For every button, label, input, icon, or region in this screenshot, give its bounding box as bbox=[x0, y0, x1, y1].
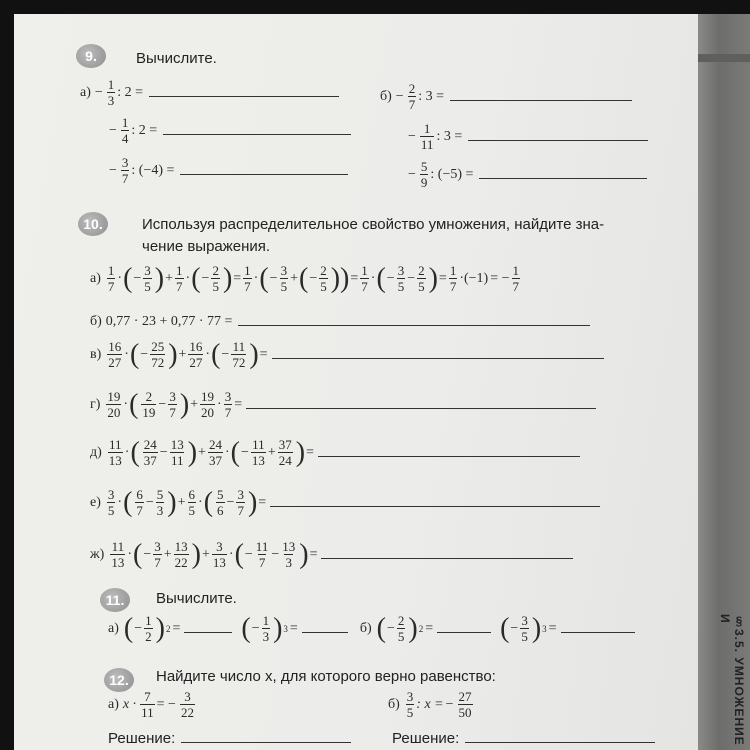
fraction: $\frac{2}{5}$ bbox=[397, 613, 405, 644]
workbook-page bbox=[14, 14, 750, 750]
fraction: $\frac{3}{5}$ bbox=[521, 613, 528, 644]
answer-blank[interactable] bbox=[163, 133, 351, 135]
fraction: $\frac{24}{37}$ bbox=[208, 437, 222, 468]
fraction: $\frac{13}{22}$ bbox=[174, 539, 188, 570]
task-12b-row: б) $\frac{3}{5}$ : x = − $\frac{27}{50}$ bbox=[388, 689, 472, 720]
task-10-badge: 10. bbox=[78, 212, 108, 236]
fraction: $\frac{25}{72}$ bbox=[151, 339, 165, 370]
fraction: $\frac{3}{7}$ bbox=[121, 155, 129, 186]
task-11-row: а) ( − $\frac{1}{2}$ ) 2 = ( − $\frac{1}{3}$ ) 3 = б) ( − $\frac{2}{5}$ ) 2 = ( − $\frac{3}{5}$ ) 3 = bbox=[108, 614, 637, 643]
fraction: $\frac{2}{7}$ bbox=[408, 81, 416, 112]
task-12a-row: а) x · $\frac{7}{11}$ = − $\frac{3}{22}$ bbox=[108, 689, 194, 720]
fraction: $\frac{16}{27}$ bbox=[108, 339, 122, 370]
fraction: $\frac{5}{6}$ bbox=[217, 487, 224, 518]
fraction: $\frac{13}{3}$ bbox=[282, 539, 296, 570]
fraction: $\frac{16}{27}$ bbox=[189, 339, 203, 370]
task-12a-solution: Решение: bbox=[108, 730, 353, 747]
task-9a-row-2: − $\frac{1}{4}$ : 2 = bbox=[109, 116, 353, 145]
task-9b-row-1: б) − $\frac{2}{7}$ : 3 = bbox=[380, 82, 634, 111]
fraction: $\frac{3}{5}$ bbox=[144, 263, 151, 294]
fraction: $\frac{5}{3}$ bbox=[156, 487, 164, 518]
fraction: $\frac{1}{7}$ bbox=[107, 263, 115, 294]
fraction: $\frac{3}{5}$ bbox=[107, 487, 115, 518]
fraction: $\frac{3}{7}$ bbox=[169, 389, 176, 420]
fraction: $\frac{3}{13}$ bbox=[212, 539, 226, 570]
answer-blank[interactable] bbox=[149, 95, 339, 97]
answer-blank[interactable] bbox=[272, 357, 604, 359]
answer-blank[interactable] bbox=[318, 455, 580, 457]
task-10-title-line-1: Используя распределительное свойство умножения, найдите зна- bbox=[142, 216, 605, 233]
task-9b-row-2: − $\frac{1}{11}$ : 3 = bbox=[408, 122, 650, 151]
task-10d-row: д) $\frac{11}{13}$ · ( $\frac{24}{37}$ − $\frac{13}{11}$ ) + $\frac{24}{37}$ · ( − $\frac{11}{13}$ + $\frac{37}{24}$ ) = bbox=[90, 438, 582, 467]
fraction: $\frac{2}{5}$ bbox=[212, 263, 219, 294]
fraction: $\frac{11}{13}$ bbox=[251, 437, 265, 468]
task-9b-row-3: − $\frac{5}{9}$ : (−5) = bbox=[408, 160, 649, 189]
fraction: $\frac{1}{7}$ bbox=[449, 263, 457, 294]
task-11-badge: 11. bbox=[100, 588, 130, 612]
answer-blank[interactable] bbox=[468, 139, 648, 141]
fraction: $\frac{19}{20}$ bbox=[107, 389, 121, 420]
task-12-badge: 12. bbox=[104, 668, 134, 692]
fraction: $\frac{6}{7}$ bbox=[136, 487, 143, 518]
answer-blank[interactable] bbox=[270, 505, 600, 507]
fraction: $\frac{3}{7}$ bbox=[154, 539, 161, 570]
task-10a-row: а) $\frac{1}{7}$ · ( − $\frac{3}{5}$ ) + $\frac{1}{7}$ · ( − $\frac{2}{5}$ ) = $\frac{1}{7}$ · ( − $\frac{3}{5}$ + ( − $\frac{2}{5}$ )) = $\frac{1}{7}$ · ( − $\frac{3}{5}$ − $\frac{2}{5}$ ) = $\frac{1}{7}$ · (−1) = − $\frac{1}{7}$ bbox=[90, 262, 520, 294]
fraction: $\frac{1}{11}$ bbox=[420, 121, 434, 152]
answer-blank[interactable] bbox=[479, 177, 647, 179]
fraction: $\frac{2}{19}$ bbox=[142, 389, 156, 420]
answer-blank[interactable] bbox=[450, 99, 632, 101]
fraction: $\frac{3}{7}$ bbox=[224, 389, 232, 420]
task-10b-row: б) 0,77 · 23 + 0,77 · 77 = bbox=[90, 314, 592, 330]
fraction: $\frac{3}{7}$ bbox=[237, 487, 244, 518]
fraction: $\frac{3}{5}$ bbox=[397, 263, 405, 294]
solution-blank[interactable] bbox=[465, 741, 655, 743]
answer-blank[interactable] bbox=[302, 631, 348, 633]
fraction: $\frac{1}{2}$ bbox=[145, 613, 152, 644]
answer-blank[interactable] bbox=[246, 407, 596, 409]
task-9-badge: 9. bbox=[76, 44, 106, 68]
task-12b-solution: Решение: bbox=[392, 730, 657, 747]
task-9a-row-1: а) − $\frac{1}{3}$ : 2 = bbox=[80, 78, 341, 107]
answer-blank[interactable] bbox=[321, 557, 573, 559]
fraction: $\frac{1}{7}$ bbox=[361, 263, 368, 294]
fraction: $\frac{13}{11}$ bbox=[170, 437, 184, 468]
fraction: $\frac{37}{24}$ bbox=[278, 437, 292, 468]
fraction: $\frac{2}{5}$ bbox=[320, 263, 327, 294]
fraction: $\frac{24}{37}$ bbox=[143, 437, 157, 468]
task-10g-row: г) $\frac{19}{20}$ · ( $\frac{2}{19}$ − $\frac{3}{7}$ ) + $\frac{19}{20}$ · $\frac{3}{7}$ = bbox=[90, 390, 598, 419]
answer-blank[interactable] bbox=[437, 631, 491, 633]
task-10e-row: е) $\frac{3}{5}$ · ( $\frac{6}{7}$ − $\frac{5}{3}$ ) + $\frac{6}{5}$ · ( $\frac{5}{6}$ − $\frac{3}{7}$ ) = bbox=[90, 488, 602, 517]
fraction: $\frac{6}{5}$ bbox=[188, 487, 196, 518]
fraction: $\frac{1}{7}$ bbox=[176, 263, 183, 294]
task-12-title: Найдите число x, для которого верно равенство: bbox=[156, 668, 496, 685]
fraction: $\frac{11}{13}$ bbox=[108, 437, 122, 468]
fraction: $\frac{19}{20}$ bbox=[201, 389, 215, 420]
fraction: $\frac{5}{9}$ bbox=[420, 159, 428, 190]
answer-blank[interactable] bbox=[184, 631, 232, 633]
task-9-title: Вычислите. bbox=[136, 50, 217, 67]
task-9a-row-3: − $\frac{3}{7}$ : (−4) = bbox=[109, 156, 350, 185]
fraction: $\frac{11}{13}$ bbox=[111, 539, 125, 570]
fraction: $\frac{27}{50}$ bbox=[458, 689, 472, 720]
task-10v-row: в) $\frac{16}{27}$ · ( − $\frac{25}{72}$ ) + $\frac{16}{27}$ · ( − $\frac{11}{72}$ ) = bbox=[90, 340, 606, 369]
fraction: $\frac{1}{3}$ bbox=[262, 613, 270, 644]
answer-blank[interactable] bbox=[238, 324, 590, 326]
task-10zh-row: ж) $\frac{11}{13}$ · ( − $\frac{3}{7}$ + $\frac{13}{22}$ ) + $\frac{3}{13}$ · ( − $\frac{11}{7}$ − $\frac{13}{3}$ ) = bbox=[90, 540, 575, 569]
fraction: $\frac{7}{11}$ bbox=[141, 689, 154, 720]
fraction: $\frac{1}{7}$ bbox=[244, 263, 251, 294]
fraction: $\frac{3}{5}$ bbox=[406, 689, 414, 720]
fraction: $\frac{11}{7}$ bbox=[255, 539, 269, 570]
task-10-title-line-2: чение выражения. bbox=[142, 238, 271, 255]
task-11-title: Вычислите. bbox=[156, 590, 237, 607]
answer-blank[interactable] bbox=[561, 631, 635, 633]
fraction: $\frac{1}{3}$ bbox=[107, 77, 115, 108]
solution-blank[interactable] bbox=[181, 741, 351, 743]
fraction: $\frac{3}{5}$ bbox=[280, 263, 288, 294]
fraction: $\frac{11}{72}$ bbox=[232, 339, 246, 370]
answer-blank[interactable] bbox=[180, 173, 348, 175]
fraction: $\frac{1}{7}$ bbox=[512, 263, 520, 294]
fraction: $\frac{2}{5}$ bbox=[418, 263, 425, 294]
fraction: $\frac{3}{22}$ bbox=[180, 689, 194, 720]
fraction: $\frac{1}{4}$ bbox=[121, 115, 129, 146]
running-head: §3.5. УМНОЖЕНИЕ И bbox=[718, 614, 746, 746]
